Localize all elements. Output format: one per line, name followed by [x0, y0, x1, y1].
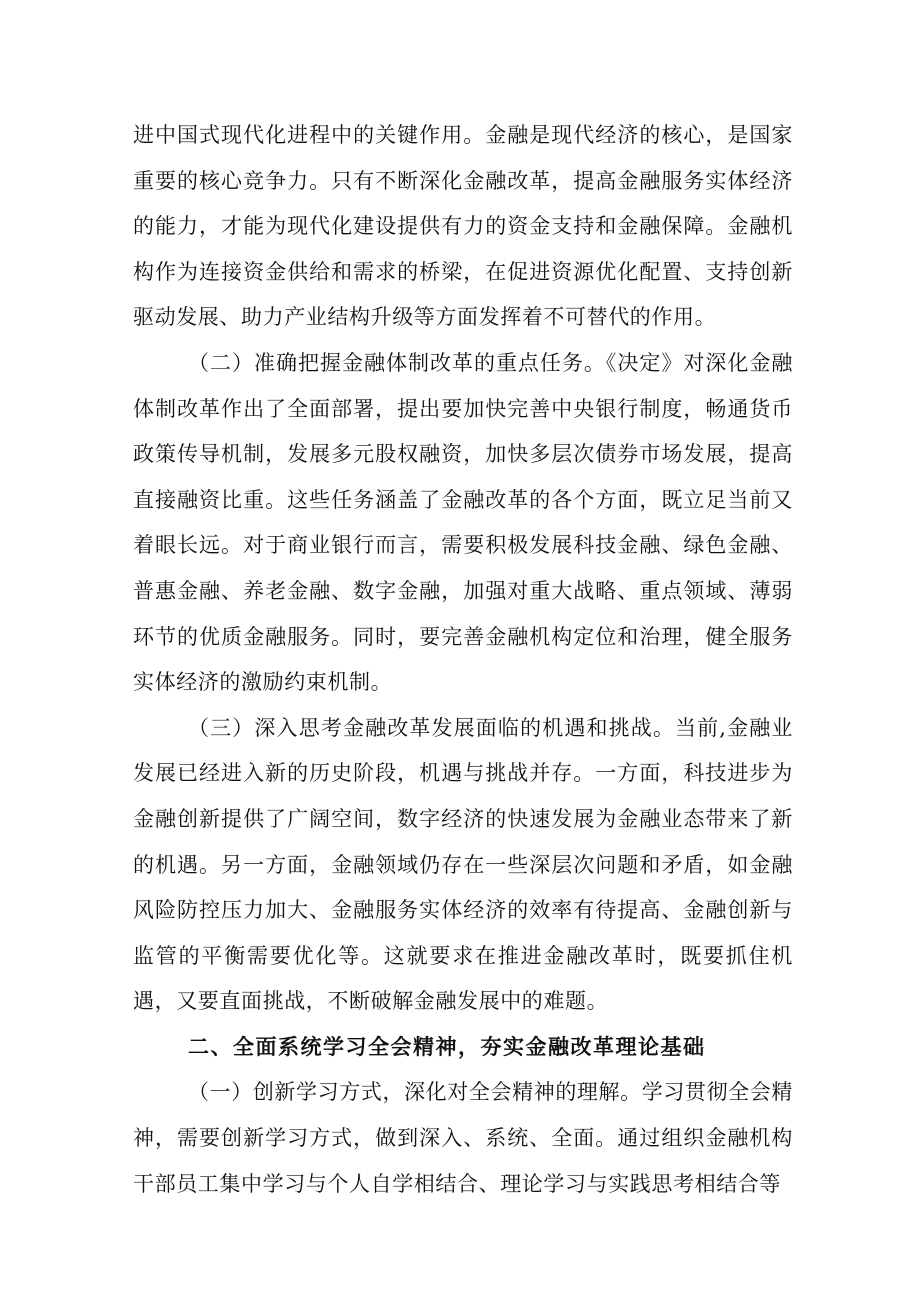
paragraph-section-2-1: （一）创新学习方式，深化对全会精神的理解。学习贯彻全会精神，需要创新学习方式，做到深入、系统、全面。通过组织金融机构干部员工集中学习与个人自学相结合、理论学习与实践思考相结合等 — [133, 1080, 793, 1196]
document-body — [133, 113, 793, 1207]
paragraph-section-1-3: （三）深入思考金融改革发展面临的机遇和挑战。当前,金融业发展已经进入新的历史阶段，机遇与挑战并存。一方面，科技进步为金融创新提供了广阔空间，数字经济的快速发展为金融业态带来了新的机遇。另一方面，金融领域仍存在一些深层次问题和矛盾，如金融风险防控压力加大、金融服务实体经济的效率有待提高、金融创新与监管的平衡需要优化等。这就要求在推进金融改革时，既要抓住机遇，又要直面挑战，不断破解金融发展中的难题。 — [133, 715, 793, 1014]
section-heading-2: 二、全面系统学习全会精神，夯实金融改革理论基础 — [188, 1034, 706, 1059]
paragraph-section-1-2: （二）准确把握金融体制改革的重点任务。《决定》对深化金融体制改革作出了全面部署，提出要加快完善中央银行制度，畅通货币政策传导机制，发展多元股权融资，加快多层次债券市场发展，提高直接融资比重。这些任务涵盖了金融改革的各个方面，既立足当前又着眼长远。对于商业银行而言，需要积极发展科技金融、绿色金融、普惠金融、养老金融、数字金融，加强对重大战略、重点领域、薄弱环节的优质金融服务。同时，要完善金融机构定位和治理，健全服务实体经济的激励约束机制。 — [133, 350, 793, 695]
paragraph-continuation: 进中国式现代化进程中的关键作用。金融是现代经济的核心，是国家重要的核心竞争力。只有不断深化金融改革，提高金融服务实体经济的能力，才能为现代化建设提供有力的资金支持和金融保障。金融机构作为连接资金供给和需求的桥梁，在促进资源优化配置、支持创新驱动发展、助力产业结构升级等方面发挥着不可替代的作用。 — [133, 123, 793, 330]
